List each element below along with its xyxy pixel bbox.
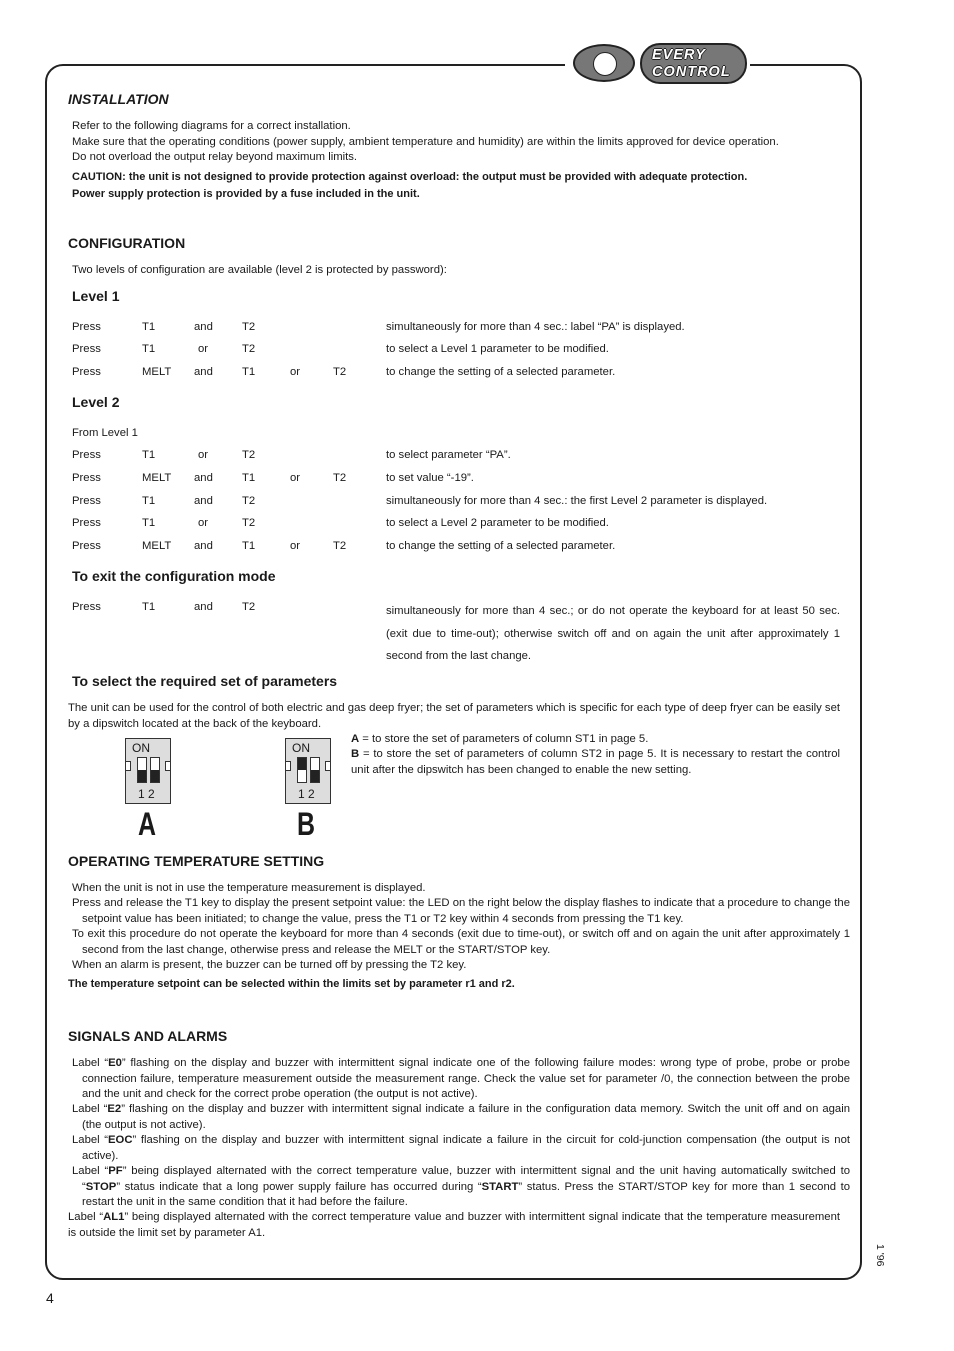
- row-conj: or: [198, 449, 209, 461]
- row-action: Press: [72, 449, 101, 461]
- level2-row: [72, 449, 852, 465]
- installation-heading: INSTALLATION: [68, 91, 169, 107]
- row-key: T1: [242, 366, 256, 378]
- row-desc: to change the setting of a selected parameter.: [386, 366, 616, 378]
- operating-p4: When an alarm is present, the buzzer can be turned off by pressing the T2 key.: [72, 959, 467, 971]
- dip-notch-right: [325, 761, 330, 771]
- row-conj: and: [194, 601, 213, 613]
- installation-p3: Do not overload the output relay beyond maximum limits.: [72, 151, 358, 163]
- row-conj: or: [290, 472, 301, 484]
- level1-row: [72, 343, 852, 359]
- row-desc: simultaneously for more than 4 sec.: the first Level 2 parameter is displayed.: [386, 495, 768, 507]
- row-conj: or: [198, 343, 209, 355]
- select-heading: To select the required set of parameters: [72, 673, 338, 689]
- signal-e0: Label “E0” flashing on the display and buzzer with intermittent signal indicate one of the following failure modes: wrong type of probe, probe or probe connection failure, temperature measurement outside the measurement range. Check the value set for parameter /0, the connection between the probe and the unit and check for the correct probe operation (the output is not active).: [72, 1057, 851, 1100]
- installation-caution2: Power supply protection is provided by a fuse included in the unit.: [72, 188, 420, 200]
- row-key: T2: [333, 472, 347, 484]
- setting-b-text: B = to store the set of parameters of column ST2 in page 5. It is necessary to restart the control unit after the dipswitch has been changed to enable the new setting.: [351, 748, 840, 776]
- row-conj: and: [194, 321, 213, 333]
- row-conj: and: [194, 366, 213, 378]
- dip-numbers: 1 2: [138, 787, 155, 801]
- operating-p1: When the unit is not in use the temperature measurement is displayed.: [72, 882, 426, 894]
- row-conj: and: [194, 540, 213, 552]
- operating-bold-note: The temperature setpoint can be selected within the limits set by parameter r1 and r2.: [68, 978, 515, 990]
- row-desc: to set value “-19”.: [386, 472, 474, 484]
- row-key: T1: [242, 540, 256, 552]
- row-conj: or: [290, 366, 301, 378]
- row-desc: to select a Level 2 parameter to be modified.: [386, 517, 609, 529]
- configuration-intro: Two levels of configuration are available (level 2 is protected by password):: [72, 264, 447, 276]
- row-action: Press: [72, 495, 101, 507]
- page-number: 4: [46, 1290, 54, 1306]
- row-action: Press: [72, 472, 101, 484]
- row-key: T1: [142, 343, 156, 355]
- dip-notch-left: [286, 761, 291, 771]
- row-key: T2: [242, 321, 256, 333]
- row-key: T2: [242, 343, 256, 355]
- dipswitch-b: [285, 738, 331, 804]
- row-key: MELT: [142, 540, 172, 552]
- dip-switch-2: [310, 757, 320, 783]
- label-a: A: [138, 806, 157, 842]
- exit-heading: To exit the configuration mode: [72, 568, 276, 584]
- row-action: Press: [72, 321, 101, 333]
- signals-heading: SIGNALS AND ALARMS: [68, 1028, 228, 1044]
- row-key: T1: [142, 449, 156, 461]
- dip-switch-1: [297, 757, 307, 783]
- row-conj: and: [194, 495, 213, 507]
- row-desc: to change the setting of a selected parameter.: [386, 540, 616, 552]
- row-conj: or: [290, 540, 301, 552]
- level2-row: [72, 517, 852, 533]
- level2-from: From Level 1: [72, 427, 138, 439]
- level1-row: [72, 366, 852, 382]
- installation-caution1: CAUTION: the unit is not designed to provide protection against overload: the output must be provided with adequate protection.: [72, 171, 748, 183]
- row-key: MELT: [142, 366, 172, 378]
- row-key: T1: [142, 517, 156, 529]
- row-key: T1: [142, 495, 156, 507]
- row-key: T2: [242, 495, 256, 507]
- level2-row: [72, 495, 852, 511]
- dip-switch-2: [150, 757, 160, 783]
- select-text: The unit can be used for the control of both electric and gas deep fryer; the set of parameters which is specific for each type of deep fryer can be easily set by a dipswitch located at the back of the keyboard.: [68, 702, 840, 730]
- level2-row: [72, 472, 852, 488]
- row-conj: or: [198, 517, 209, 529]
- signal-e2: Label “E2” flashing on the display and buzzer with intermittent signal indicate a failure in the configuration data memory. Switch the unit off and on again (the output is not active).: [72, 1103, 850, 1131]
- logo-line2: CONTROL: [652, 64, 731, 80]
- installation-p1: Refer to the following diagrams for a correct installation.: [72, 120, 351, 132]
- signal-eoc: Label “EOC” flashing on the display and buzzer with intermittent signal indicate a failure in the circuit for cold-junction compensation (the output is not active).: [72, 1134, 850, 1162]
- dip-switch-1: [137, 757, 147, 783]
- level1-row: [72, 321, 852, 337]
- logo-line1: EVERY: [652, 47, 706, 63]
- signal-pf: Label “PF” being displayed alternated with the correct temperature value, buzzer with intermittent signal and the unit having automatically switched to “STOP” status indicate that a long power supply failure has occurred during “START” status. Press the START/STOP key for more than 1 second to restart the unit in the same condition that it had before the failure.: [72, 1165, 851, 1208]
- row-action: Press: [72, 540, 101, 552]
- row-action: Press: [72, 343, 101, 355]
- row-key: T1: [142, 321, 156, 333]
- row-conj: and: [194, 472, 213, 484]
- dipswitch-a: [125, 738, 171, 804]
- dip-on-label: ON: [132, 741, 150, 755]
- dip-numbers: 1 2: [298, 787, 315, 801]
- row-key: T2: [242, 601, 256, 613]
- level2-row: [72, 540, 852, 556]
- brand-logo: [640, 43, 747, 84]
- dip-on-label: ON: [292, 741, 310, 755]
- operating-heading: OPERATING TEMPERATURE SETTING: [68, 853, 325, 869]
- row-key: T2: [242, 449, 256, 461]
- configuration-heading: CONFIGURATION: [68, 235, 186, 251]
- row-action: Press: [72, 517, 101, 529]
- signal-al1: Label “AL1” being displayed alternated with the correct temperature value and buzzer with intermittent signal indicate that the temperature measurement is outside the limit set by parameter A1.: [68, 1211, 840, 1239]
- operating-p2: Press and release the T1 key to display the present setpoint value: the LED on the right below the display flashes to indicate that a procedure to change the setpoint value has been initiated; to change the value, press the T1 or T2 key within 4 seconds from pressing the T1 key.: [72, 897, 850, 925]
- row-key: T1: [142, 601, 156, 613]
- row-key: MELT: [142, 472, 172, 484]
- row-key: T2: [333, 366, 347, 378]
- row-key: T2: [333, 540, 347, 552]
- edition-date: 1 '96: [874, 1244, 886, 1267]
- level2-heading: Level 2: [72, 394, 120, 410]
- row-desc: to select parameter “PA”.: [386, 449, 511, 461]
- row-action: Press: [72, 601, 101, 613]
- level1-heading: Level 1: [72, 288, 120, 304]
- label-b: B: [297, 806, 316, 842]
- operating-p3: To exit this procedure do not operate the keyboard for more than 4 seconds (exit due to time-out), or switch off and on again the unit after approximately 1 second from the last change, otherwise press and release the MELT or the START/STOP key.: [72, 928, 850, 956]
- row-key: T1: [242, 472, 256, 484]
- row-desc: simultaneously for more than 4 sec.: label “PA” is displayed.: [386, 321, 685, 333]
- row-desc: to select a Level 1 parameter to be modified.: [386, 343, 609, 355]
- row-action: Press: [72, 366, 101, 378]
- dip-notch-left: [126, 761, 131, 771]
- brand-logo-icon: [573, 44, 635, 82]
- setting-a-text: A = to store the set of parameters of column ST1 in page 5.: [351, 733, 649, 745]
- row-key: T2: [242, 517, 256, 529]
- dip-notch-right: [165, 761, 170, 771]
- installation-p2: Make sure that the operating conditions (power supply, ambient temperature and humidity) are within the limits approved for device operation.: [72, 136, 779, 148]
- exit-desc: simultaneously for more than 4 sec.; or do not operate the keyboard for at least 50 sec. (exit due to time-out); otherwise switch off and on again the unit after approximately 1 second from the last change.: [386, 605, 840, 662]
